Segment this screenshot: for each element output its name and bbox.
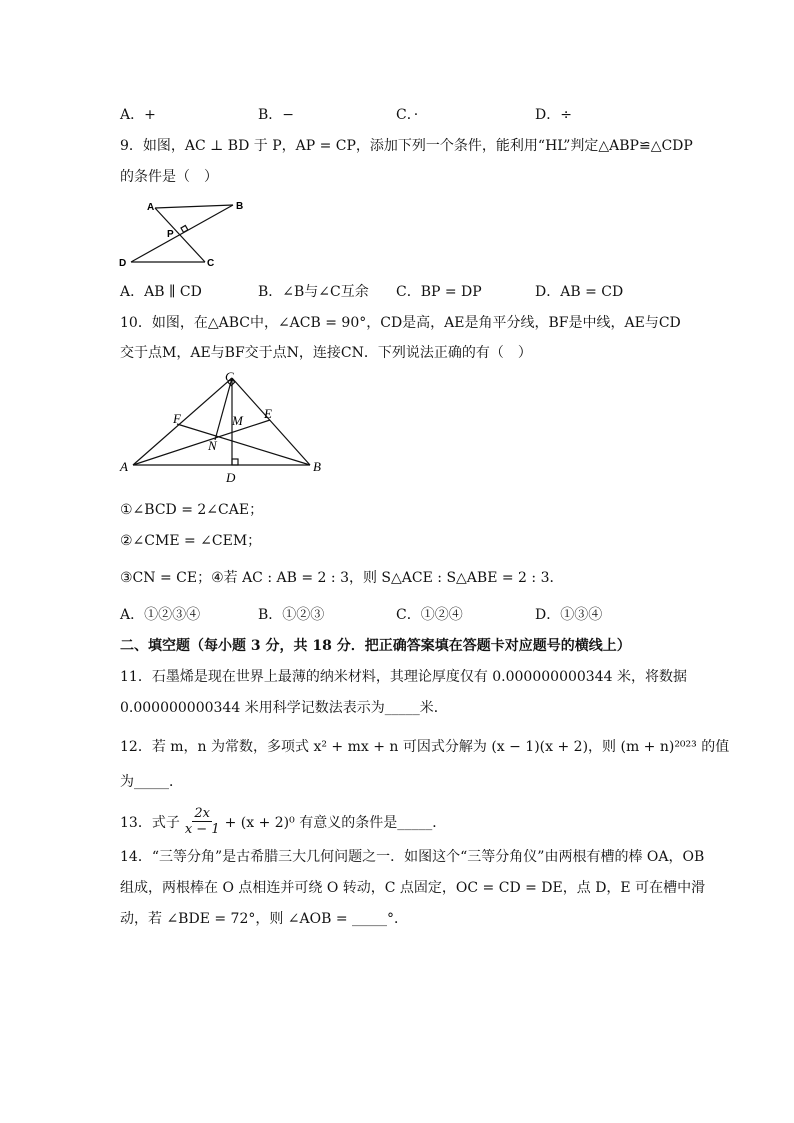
q11-stem-line1: 11．石墨烯是现在世界上最薄的纳米材料，其理论厚度仅有 0.000000000344 米，将数据: [120, 669, 687, 685]
q10-label-e: E: [264, 406, 272, 421]
q9-option-b: B．∠B与∠C互余: [258, 284, 369, 300]
q10-stem-line2: 交于点M，AE与BF交于点N，连接CN．下列说法正确的有（ ）: [120, 345, 532, 361]
q10-stem-line1: 10．如图，在△ABC中，∠ACB = 90°，CD是高，AE是角平分线，BF是中线，AE与CD: [120, 315, 681, 331]
q9-label-b: B: [236, 201, 244, 212]
q8-option-d: D．÷: [535, 107, 572, 123]
q13-numerator: 2x: [194, 806, 211, 821]
q9-option-d: D．AB = CD: [535, 284, 624, 300]
q13-stem: [120, 806, 446, 837]
q9-stem-line1: 9．如图，AC ⊥ BD 于 P，AP = CP，添加下列一个条件，能利用“HL”判定△ABP≌△CDP: [120, 138, 693, 154]
q9-option-c: C．BP = DP: [396, 284, 482, 300]
q14-stem-line1: 14．“三等分角”是古希腊三大几何问题之一．如图这个“三等分角仪”由两根有槽的棒 OA，OB: [120, 849, 705, 865]
q8-option-b: B．−: [258, 107, 295, 123]
q10-label-a: A: [120, 459, 128, 474]
q13-suffix: + (x + 2)⁰ 有意义的条件是_____．: [224, 814, 447, 831]
q10-label-n: N: [208, 438, 217, 453]
q10-statement-1: ①∠BCD = 2∠CAE；: [120, 502, 264, 518]
q10-label-m: M: [232, 413, 243, 428]
q10-statement-3: ③CN = CE；④若 AC : AB = 2 : 3，则 S△ACE : S△ABE = 2 : 3．: [120, 570, 564, 586]
q9-label-d: D: [119, 258, 127, 269]
q12-stem-line2: 为_____．: [120, 774, 183, 790]
q9-label-p: P: [167, 229, 174, 240]
q10-option-a: A．①②③④: [120, 607, 201, 623]
q10-option-c: C．①②④: [396, 607, 463, 623]
q10-option-d: D．①③④: [535, 607, 603, 623]
q10-label-f: F: [173, 411, 181, 426]
q10-label-c: C: [225, 369, 234, 384]
q10-figure: [115, 368, 330, 486]
q11-stem-line2: 0.000000000344 米用科学记数法表示为_____米．: [120, 700, 448, 716]
q9-label-c: C: [207, 258, 215, 269]
q10-statement-2: ②∠CME = ∠CEM；: [120, 533, 262, 549]
q9-option-a: A．AB ∥ CD: [120, 284, 202, 300]
q10-label-b: B: [313, 459, 321, 474]
q8-option-c: C．·: [396, 107, 419, 123]
q9-figure: [115, 195, 245, 270]
q14-stem-line2: 组成，两根棒在 O 点相连并可绕 O 转动，C 点固定，OC = CD = DE，点 D，E 可在槽中滑: [120, 880, 706, 896]
q13-fraction: [183, 806, 222, 837]
q9-stem-line2: 的条件是（ ）: [120, 169, 218, 185]
q14-stem-line3: 动，若 ∠BDE = 72°，则 ∠AOB = _____°．: [120, 911, 409, 927]
q13-denominator: x − 1: [184, 822, 220, 837]
q9-label-a: A: [147, 202, 155, 213]
q8-option-a: A．+: [120, 107, 156, 123]
q12-stem-line1: 12．若 m，n 为常数，多项式 x² + mx + n 可因式分解为 (x − 1)(x + 2)，则 (m + n)²⁰²³ 的值: [120, 739, 730, 755]
section-2-header: 二、填空题（每小题 3 分，共 18 分．把正确答案填在答题卡对应题号的横线上）: [120, 638, 631, 654]
q10-option-b: B．①②③: [258, 607, 325, 623]
q10-label-d: D: [226, 470, 236, 485]
q13-prefix: 13．式子: [120, 814, 180, 831]
